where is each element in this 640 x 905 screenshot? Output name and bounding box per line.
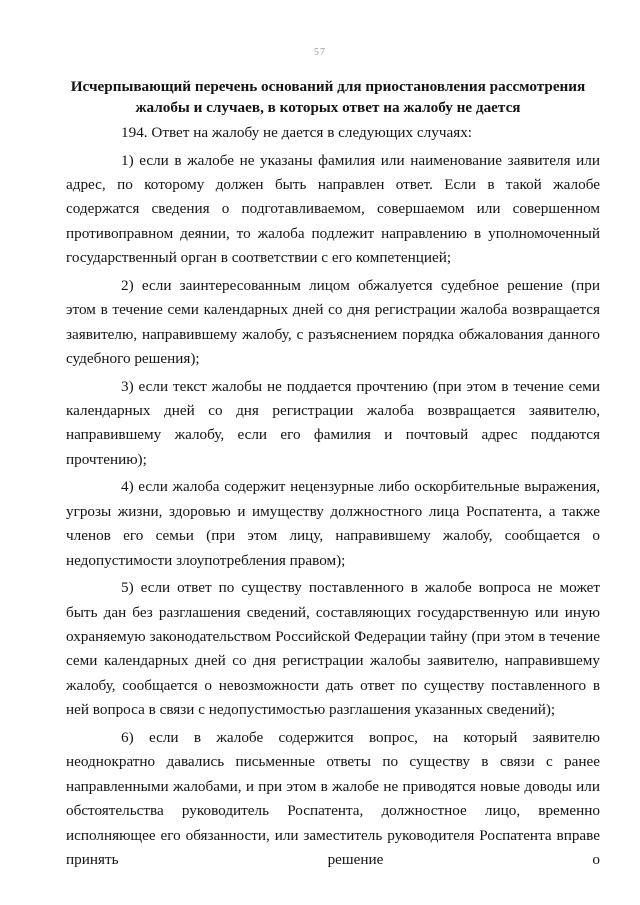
document-body: [66, 121, 600, 872]
page-number: 57: [314, 47, 326, 58]
list-item-4: 4) если жалоба содержит нецензурные либо оскорбительные выражения, угрозы жизни, здоровью и имуществу должностного лица Роспатента, а также членов его семьи (при этом лицу, направившему жалобу, сообщается о недопустимости злоупотребления правом);: [66, 478, 600, 569]
paragraph-194-intro: 194. Ответ на жалобу не дается в следующих случаях:: [121, 124, 473, 141]
section-heading: Исчерпывающий перечень оснований для приостановления рассмотрения жалобы и случаев, в которых ответ на жалобу не дается: [70, 78, 586, 116]
list-item-2: 2) если заинтересованным лицом обжалуется судебное решение (при этом в течение семи календарных дней со дня регистрации жалоба возвращается заявителю, направившему жалобу, с разъяснением порядка обжалования данного судебного решения);: [66, 276, 600, 368]
list-item-3: 3) если текст жалобы не поддается прочтению (при этом в течение семи календарных дней со дня регистрации жалоба возвращается заявителю, направившему жалобу, если его фамилия и почтовый адрес поддаются прочтению);: [66, 377, 600, 468]
list-item-1: 1) если в жалобе не указаны фамилия или наименование заявителя или адрес, по которому должен быть направлен ответ. Если в такой жалобе содержатся сведения о подготавливаемом, совершаемом или совершенном противоправном деянии, то жалоба подлежит направлению в уполномоченный государственный орган в соответствии с его компетенцией;: [66, 151, 600, 267]
list-item-6: 6) если в жалобе содержится вопрос, на который заявителю неоднократно давались письменные ответы по существу в связи с ранее направленными жалобами, и при этом в жалобе не приводятся новые доводы или обстоятельства руководитель Роспатента, должностное лицо, временно исполняющее его обязанности, или заместитель руководителя Роспатента вправе принять решение о: [66, 728, 600, 868]
list-item-5: 5) если ответ по существу поставленного в жалобе вопроса не может быть дан без разглашения сведений, составляющих государственную или иную охраняемую законодательством Российской Федерации тайну (при этом в течение семи календарных дней со дня регистрации жалобы заявителю, направившему жалобу, сообщается о невозможности дать ответ по существу поставленного в ней вопроса в связи с недопустимостью разглашения указанных сведений);: [66, 579, 600, 719]
